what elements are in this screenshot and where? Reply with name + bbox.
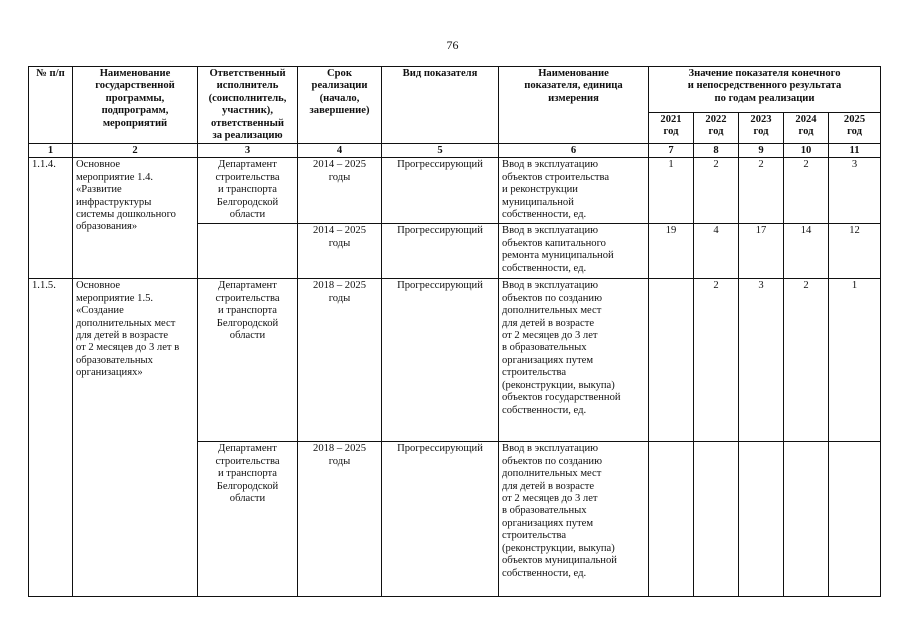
col-number: 11 bbox=[829, 144, 881, 158]
header-year-2024: 2024 год bbox=[784, 112, 829, 144]
measure-name: Основное мероприятие 1.5. «Создание дополнительных мест для детей в возрасте от 2 месяцев до 3 лет в образовательных организациях» bbox=[73, 279, 198, 597]
implementation-term: 2014 – 2025 годы bbox=[298, 224, 382, 279]
indicator-name: Ввод в эксплуатацию объектов строительства и реконструкции муниципальной собственности, ед. bbox=[499, 158, 649, 224]
col-number: 5 bbox=[382, 144, 499, 158]
header-year-2021: 2021 год bbox=[649, 112, 694, 144]
implementation-term: 2018 – 2025 годы bbox=[298, 279, 382, 442]
table-row bbox=[29, 158, 881, 224]
responsible-executor bbox=[198, 224, 298, 279]
value-2021 bbox=[649, 442, 694, 597]
header-year-2025: 2025 год bbox=[829, 112, 881, 144]
value-2022: 4 bbox=[694, 224, 739, 279]
col-number: 8 bbox=[694, 144, 739, 158]
value-2021 bbox=[649, 279, 694, 442]
col-number: 10 bbox=[784, 144, 829, 158]
value-2022: 2 bbox=[694, 158, 739, 224]
value-2025: 3 bbox=[829, 158, 881, 224]
indicator-name: Ввод в эксплуатацию объектов по созданию дополнительных мест для детей в возрасте от 2 месяцев до 3 лет в образовательных организациях путем строительства (реконструкции, выкупа) объектов государственной собственности, ед. bbox=[499, 279, 649, 442]
col-number: 1 bbox=[29, 144, 73, 158]
indicator-kind: Прогрессирующий bbox=[382, 224, 499, 279]
responsible-executor: Департамент строительства и транспорта Белгородской области bbox=[198, 279, 298, 442]
value-2025 bbox=[829, 442, 881, 597]
page-number: 76 bbox=[446, 38, 459, 52]
implementation-term: 2014 – 2025 годы bbox=[298, 158, 382, 224]
col-number: 3 bbox=[198, 144, 298, 158]
header-year-2023: 2023 год bbox=[739, 112, 784, 144]
indicator-name: Ввод в эксплуатацию объектов капитального ремонта муниципальной собственности, ед. bbox=[499, 224, 649, 279]
responsible-executor: Департамент строительства и транспорта Белгородской области bbox=[198, 442, 298, 597]
value-2025: 12 bbox=[829, 224, 881, 279]
col-number: 6 bbox=[499, 144, 649, 158]
indicator-kind: Прогрессирующий bbox=[382, 279, 499, 442]
header-indicator: Наименование показателя, единица измерения bbox=[499, 67, 649, 144]
value-2024: 2 bbox=[784, 279, 829, 442]
col-number: 4 bbox=[298, 144, 382, 158]
table-row bbox=[29, 279, 881, 442]
indicator-name: Ввод в эксплуатацию объектов по созданию дополнительных мест для детей в возрасте от 2 месяцев до 3 лет в образовательных организациях путем строительства (реконструкции, выкупа) объектов муниципальной собственности, ед. bbox=[499, 442, 649, 597]
value-2023: 3 bbox=[739, 279, 784, 442]
header-num: № п/п bbox=[29, 67, 73, 144]
value-2023: 2 bbox=[739, 158, 784, 224]
header-year-2022: 2022 год bbox=[694, 112, 739, 144]
col-number: 2 bbox=[73, 144, 198, 158]
header-values: Значение показателя конечного и непосредственного результата по годам реализации bbox=[649, 67, 881, 113]
indicator-kind: Прогрессирующий bbox=[382, 158, 499, 224]
value-2024: 14 bbox=[784, 224, 829, 279]
header-name: Наименование государственной программы, подпрограмм, мероприятий bbox=[73, 67, 198, 144]
header-row bbox=[29, 67, 881, 113]
indicator-kind: Прогрессирующий bbox=[382, 442, 499, 597]
value-2024 bbox=[784, 442, 829, 597]
value-2021: 1 bbox=[649, 158, 694, 224]
row-number: 1.1.5. bbox=[29, 279, 73, 597]
measure-name: Основное мероприятие 1.4. «Развитие инфраструктуры системы дошкольного образования» bbox=[73, 158, 198, 279]
value-2021: 19 bbox=[649, 224, 694, 279]
col-number: 9 bbox=[739, 144, 784, 158]
row-number: 1.1.4. bbox=[29, 158, 73, 279]
responsible-executor: Департамент строительства и транспорта Белгородской области bbox=[198, 158, 298, 224]
value-2022: 2 bbox=[694, 279, 739, 442]
value-2023 bbox=[739, 442, 784, 597]
value-2022 bbox=[694, 442, 739, 597]
column-numbers-row bbox=[29, 144, 881, 158]
header-kind: Вид показателя bbox=[382, 67, 499, 144]
value-2024: 2 bbox=[784, 158, 829, 224]
indicators-table bbox=[28, 66, 881, 597]
header-responsible: Ответственный исполнитель (соисполнитель, участник), ответственный за реализацию bbox=[198, 67, 298, 144]
implementation-term: 2018 – 2025 годы bbox=[298, 442, 382, 597]
col-number: 7 bbox=[649, 144, 694, 158]
value-2023: 17 bbox=[739, 224, 784, 279]
header-term: Срок реализации (начало, завершение) bbox=[298, 67, 382, 144]
value-2025: 1 bbox=[829, 279, 881, 442]
